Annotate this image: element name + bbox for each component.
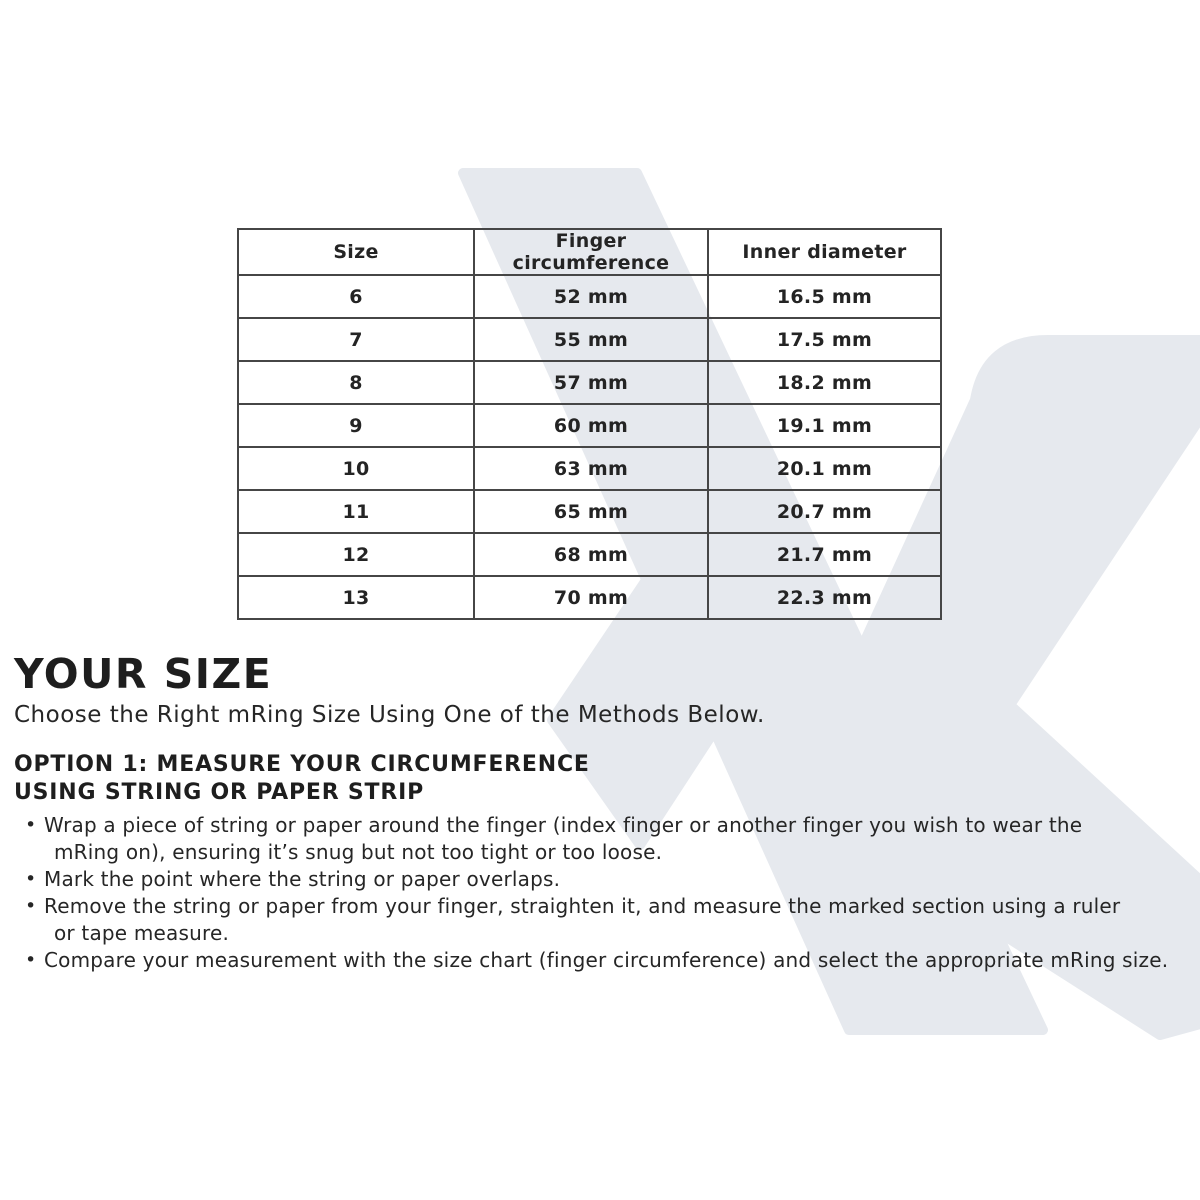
table-cell: 7	[238, 318, 474, 361]
table-cell: 60 mm	[474, 404, 708, 447]
table-cell: 63 mm	[474, 447, 708, 490]
table-cell: 68 mm	[474, 533, 708, 576]
table-row	[238, 361, 941, 404]
instruction-line: or tape measure.	[54, 921, 230, 945]
table-cell: 6	[238, 275, 474, 318]
table-cell: 65 mm	[474, 490, 708, 533]
instruction-line: • Remove the string or paper from your finger, straighten it, and measure the marked section using a ruler	[14, 893, 1196, 920]
ring-size-table-grid	[237, 228, 942, 620]
section-subtitle: Choose the Right mRing Size Using One of the Methods Below.	[14, 702, 765, 728]
column-header: Size	[238, 229, 474, 275]
table-row	[238, 576, 941, 619]
table-cell: 16.5 mm	[708, 275, 941, 318]
table-row	[238, 447, 941, 490]
table-row	[238, 318, 941, 361]
table-cell: 55 mm	[474, 318, 708, 361]
instruction-line: mRing on), ensuring it’s snug but not too tight or too loose.	[54, 840, 663, 864]
table-cell: 52 mm	[474, 275, 708, 318]
option1-heading-line2: USING STRING OR PAPER STRIP	[14, 780, 425, 805]
column-header: Inner diameter	[708, 229, 941, 275]
instruction-line: • Wrap a piece of string or paper around the finger (index finger or another finger you wish to wear the	[14, 812, 1196, 839]
option1-heading-line1: OPTION 1: MEASURE YOUR CIRCUMFERENCE	[14, 752, 590, 777]
table-cell: 21.7 mm	[708, 533, 941, 576]
table-cell: 20.1 mm	[708, 447, 941, 490]
table-cell: 22.3 mm	[708, 576, 941, 619]
instruction-line: • Compare your measurement with the size chart (finger circumference) and select the appropriate mRing size.	[14, 947, 1196, 974]
table-cell: 8	[238, 361, 474, 404]
table-cell: 13	[238, 576, 474, 619]
page-title: YOUR SIZE	[14, 650, 273, 698]
table-row	[238, 533, 941, 576]
table-cell: 57 mm	[474, 361, 708, 404]
instruction-item	[14, 893, 1196, 947]
option1-heading	[14, 751, 590, 807]
table-row	[238, 275, 941, 318]
table-cell: 10	[238, 447, 474, 490]
instruction-item	[14, 812, 1196, 866]
instruction-line: • Mark the point where the string or paper overlaps.	[14, 866, 1196, 893]
table-row	[238, 404, 941, 447]
table-row	[238, 490, 941, 533]
instruction-item	[14, 947, 1196, 974]
instructions-list	[14, 812, 1196, 974]
instruction-item	[14, 866, 1196, 893]
table-cell: 18.2 mm	[708, 361, 941, 404]
table-header-row	[238, 229, 941, 275]
table-cell: 19.1 mm	[708, 404, 941, 447]
table-cell: 12	[238, 533, 474, 576]
table-cell: 17.5 mm	[708, 318, 941, 361]
table-cell: 9	[238, 404, 474, 447]
column-header: Finger circumference	[474, 229, 708, 275]
ring-size-table	[237, 228, 940, 620]
table-body	[238, 275, 941, 619]
table-cell: 20.7 mm	[708, 490, 941, 533]
table-cell: 11	[238, 490, 474, 533]
table-cell: 70 mm	[474, 576, 708, 619]
